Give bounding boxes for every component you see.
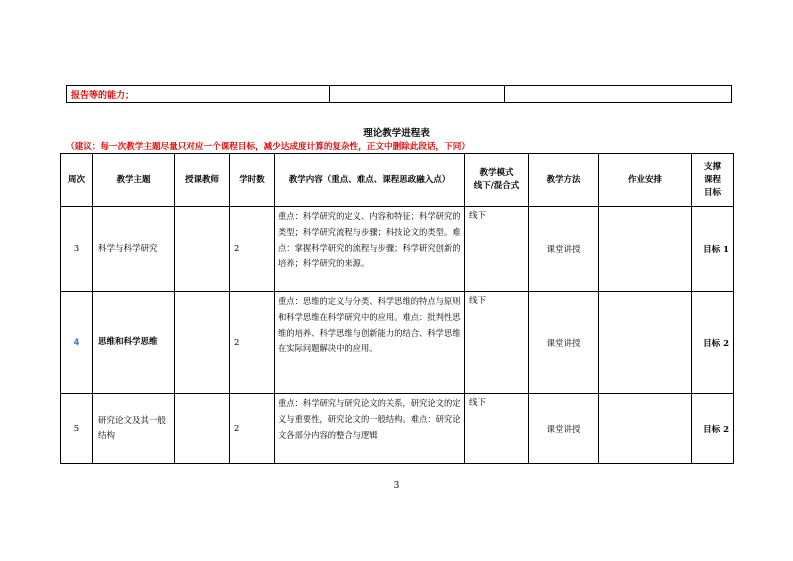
row-target: 目标 1 <box>692 207 734 292</box>
header-target <box>692 154 734 207</box>
row-mode: 线下 <box>465 394 529 464</box>
header-mode-line2: 线下/混合式 <box>473 181 520 191</box>
row-teacher <box>175 292 230 394</box>
table-title: 理论教学进程表 <box>363 128 430 139</box>
suggestion-note: （建议：每一次教学主题尽量只对应一个课程目标，减少达成度计算的复杂性，正文中删除此段话，下同） <box>66 142 470 152</box>
header-content: 教学内容（重点、难点、课程思政融入点） <box>275 154 465 207</box>
row-content: 重点：思维的定义与分类、科学思维的特点与原则和科学思维在科学研究中的应用。难点：批判性思维的培养、科学思维与创新能力的结合、科学思维在实际问题解决中的应用。 <box>275 292 465 394</box>
row-target: 目标 2 <box>692 292 734 394</box>
top-row-empty-cell-2 <box>505 86 732 103</box>
top-row-label: 报告等的能力； <box>71 90 135 101</box>
row-hours: 2 <box>230 394 275 464</box>
header-mode <box>465 154 529 207</box>
header-week: 周次 <box>61 154 93 207</box>
top-row-empty-cell-1 <box>330 86 505 103</box>
table-row <box>61 207 734 292</box>
row-method: 课堂讲授 <box>529 207 599 292</box>
header-target-line2: 课程 <box>703 174 721 185</box>
row-mode: 线下 <box>465 292 529 394</box>
row-topic: 思维和科学思维 <box>93 292 175 394</box>
header-topic: 教学主题 <box>93 154 175 207</box>
teaching-schedule-table <box>60 153 734 464</box>
row-mode: 线下 <box>465 207 529 292</box>
page-number: 3 <box>393 481 400 491</box>
row-method: 课堂讲授 <box>529 394 599 464</box>
header-method: 教学方法 <box>529 154 599 207</box>
header-homework: 作业安排 <box>599 154 692 207</box>
header-target-line1: 支撑 <box>703 161 721 172</box>
row-week: 4 <box>61 292 93 394</box>
row-content: 重点：科学研究的定义、内容和特征；科学研究的类型；科学研究流程与步骤；科技论文的类型。难点：掌握科学研究的流程与步骤；科学研究创新的培养；科学研究的来源。 <box>275 207 465 292</box>
row-content: 重点：科学研究与研究论文的关系，研究论文的定义与重要性，研究论文的一般结构。难点：研究论文各部分内容的整合与逻辑 <box>275 394 465 464</box>
row-week: 5 <box>61 394 93 464</box>
row-topic: 科学与科学研究 <box>93 207 175 292</box>
row-homework <box>599 292 692 394</box>
top-table-row <box>67 86 732 103</box>
table-row <box>61 394 734 464</box>
top-partial-table <box>66 85 732 103</box>
row-homework <box>599 394 692 464</box>
row-hours: 2 <box>230 207 275 292</box>
top-row-label-cell <box>67 86 330 103</box>
table-row <box>61 292 734 394</box>
header-hours: 学时数 <box>230 154 275 207</box>
row-target: 目标 2 <box>692 394 734 464</box>
row-teacher <box>175 394 230 464</box>
row-homework <box>599 207 692 292</box>
row-hours: 2 <box>230 292 275 394</box>
row-week: 3 <box>61 207 93 292</box>
header-mode-line1: 教学模式 <box>479 168 514 178</box>
row-method: 课堂讲授 <box>529 292 599 394</box>
header-teacher: 授课教师 <box>175 154 230 207</box>
header-row <box>61 154 734 207</box>
row-topic: 研究论文及其一般结构 <box>93 394 175 464</box>
row-teacher <box>175 207 230 292</box>
header-target-line3: 目标 <box>703 187 721 198</box>
